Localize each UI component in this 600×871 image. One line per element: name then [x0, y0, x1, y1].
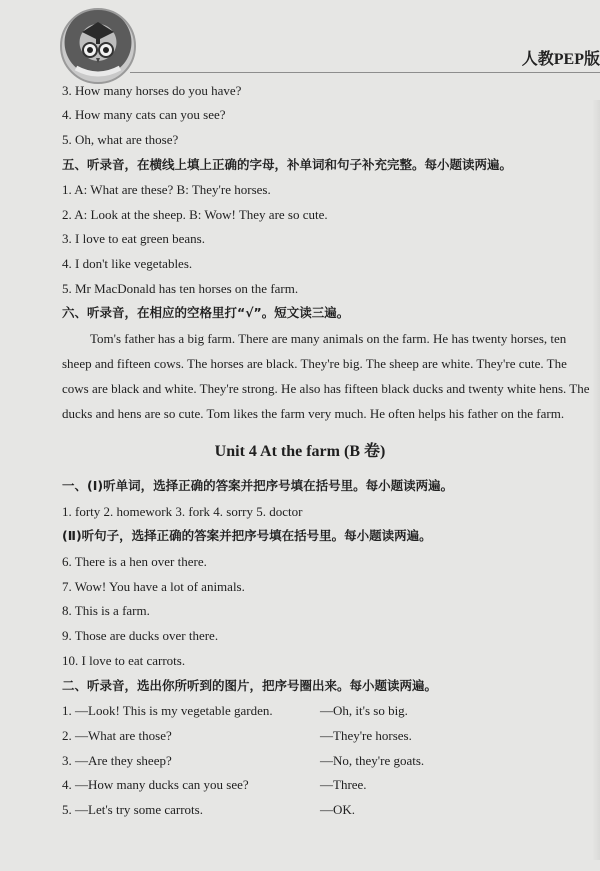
dialog-question: 4. —How many ducks can you see?	[62, 777, 249, 792]
section-2-heading: 二、听录音，选出你所听到的图片，把序号圈出来。每小题读两遍。	[62, 678, 438, 693]
dialog-answer: —Three.	[320, 777, 367, 792]
passage-line: Tom's father has a big farm. There are many animals on the farm. He has twenty horses, ten	[90, 331, 567, 346]
passage-line: cows are black and white. They're strong. He also has fifteen black ducks and twenty white hens. The	[62, 381, 590, 396]
dialog-answer: —Oh, it's so big.	[320, 703, 408, 718]
dialog-answer: —No, they're goats.	[320, 753, 425, 768]
passage-line: ducks and hens are so cute. Tom likes the farm very much. He often helps his father on the farm.	[62, 406, 565, 421]
passage-line: sheep and fifteen cows. The horses are black. They're big. The sheep are white. They're cute. The	[62, 356, 567, 371]
page-edge-shadow	[592, 100, 600, 860]
section-1-subheading: (Ⅱ)听句子，选择正确的答案并把序号填在括号里。每小题读两遍。	[62, 528, 432, 543]
list-item: 5. Oh, what are those?	[62, 132, 179, 147]
list-item: 4. How many cats can you see?	[62, 107, 226, 122]
dialog-question: 3. —Are they sheep?	[62, 753, 172, 768]
dialog-question: 2. —What are those?	[62, 728, 172, 743]
owl-graduate-logo-icon	[60, 8, 136, 84]
unit-title: Unit 4 At the farm (B 卷)	[214, 443, 386, 460]
list-item: 2. A: Look at the sheep. B: Wow! They are so cute.	[62, 207, 328, 222]
dialog-answer: —OK.	[320, 802, 356, 817]
list-item: 5. Mr MacDonald has ten horses on the farm.	[62, 281, 299, 296]
list-item: 4. I don't like vegetables.	[62, 256, 193, 271]
list-item: 3. I love to eat green beans.	[62, 231, 205, 246]
list-item: 9. Those are ducks over there.	[62, 628, 219, 643]
dialog-question: 1. —Look! This is my vegetable garden.	[62, 703, 273, 718]
list-item: 3. How many horses do you have?	[62, 83, 242, 98]
header-divider	[130, 72, 600, 73]
dialog-answer: —They're horses.	[320, 728, 412, 743]
dialog-question: 5. —Let's try some carrots.	[62, 802, 203, 817]
word-list: 1. forty 2. homework 3. fork 4. sorry 5. doctor	[62, 504, 303, 519]
section-1-heading: 一、(Ⅰ)听单词，选择正确的答案并把序号填在括号里。每小题读两遍。	[62, 478, 454, 493]
list-item: 8. This is a farm.	[62, 603, 150, 618]
list-item: 1. A: What are these? B: They're horses.	[62, 182, 271, 197]
list-item: 10. I love to eat carrots.	[62, 653, 186, 668]
edition-label: 人教PEP版	[521, 51, 600, 68]
section-5-heading: 五、听录音，在横线上填上正确的字母，补单词和句子补充完整。每小题读两遍。	[62, 157, 513, 172]
list-item: 7. Wow! You have a lot of animals.	[62, 579, 245, 594]
section-6-heading: 六、听录音，在相应的空格里打“√”。短文读三遍。	[62, 305, 350, 320]
list-item: 6. There is a hen over there.	[62, 554, 207, 569]
